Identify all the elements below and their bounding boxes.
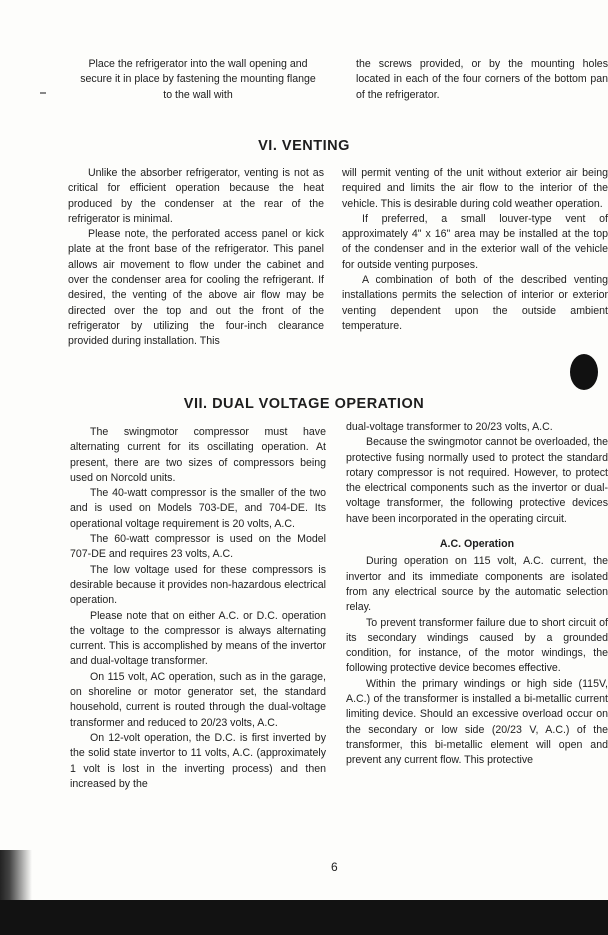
paragraph: On 12-volt operation, the D.C. is first inverted by the solid state invertor to 11 volts, A.C. (approximately 1 volt is lost in the inverting process) and then increased by the	[70, 731, 326, 790]
scan-bottom-border	[0, 900, 608, 935]
paragraph: Place the refrigerator into the wall opening and secure it in place by fastening the mounting flange to the wall with	[80, 58, 316, 101]
section-heading-dual-voltage: VII. DUAL VOLTAGE OPERATION	[183, 396, 425, 412]
paragraph: dual-voltage transformer to 20/23 volts, A.C.	[346, 421, 553, 433]
paragraph: Please note, the perforated access panel or kick plate at the front base of the refrigerator. This panel allows air movement to flow under the cabinet and over the condenser area for cooling the refrigerant. If desired, the venting of the above air flow may be directed over the top and out the front of the refrigerator by utilizing the four-inch clearance provided during installation. This	[68, 228, 324, 348]
intro-column-right	[356, 57, 608, 103]
paragraph: Please note that on either A.C. or D.C. operation the voltage to the compressor is always alternating current. This is accomplished by means of the invertor and dual-voltage transformer.	[70, 609, 326, 668]
dual-voltage-column-left	[70, 425, 326, 792]
venting-column-right	[342, 166, 608, 334]
paragraph: To prevent transformer failure due to short circuit of its secondary windings caused by a grounded condition, for instance, of the motor windings, the following protective device becomes effective.	[346, 616, 608, 675]
paragraph: A combination of both of the described venting installations permits the selection of interior or exterior venting dependent upon the outside ambient temperature.	[342, 274, 608, 332]
venting-column-left	[68, 166, 324, 350]
paragraph: Within the primary windings or high side (115V, A.C.) of the transformer is installed a bi-metallic current limiting device. Should an excessive overload occur on the secondary or low side (20/23 V, A.C.) of the transformer, this bi-metallic element will open and prevent any current flow. This protective	[346, 677, 608, 767]
paragraph: On 115 volt, AC operation, such as in the garage, on shoreline or motor generator set, the standard household, current is routed through the dual-voltage transformer and reduced to 20/23 volts, A.C.	[70, 670, 326, 729]
paragraph: the screws provided, or by the mounting holes located in each of the four corners of the bottom pan of the refrigerator.	[356, 58, 608, 101]
section-heading-venting: VI. VENTING	[258, 138, 350, 154]
scan-speck	[40, 92, 46, 94]
paragraph: Because the swingmotor cannot be overloaded, the protective fusing normally used to protect the standard rotary compressor is not required. However, to protect the electrical components such as the invertor or dual-voltage transformer, the following protective devices have been incorporated in the operating circuit.	[346, 436, 608, 525]
intro-column-left	[80, 57, 316, 103]
paragraph: Unlike the absorber refrigerator, venting is not as critical for efficient operation because the heat produced by the condenser at the rear of the refrigerator is minimal.	[68, 167, 324, 225]
page-number: 6	[331, 860, 338, 874]
dual-voltage-column-right	[346, 420, 608, 769]
paragraph: will permit venting of the unit without exterior air being required and limits the air flow to the interior of the vehicle. This is desirable during cold weather operation.	[342, 167, 608, 210]
subheading-ac-operation: A.C. Operation	[439, 538, 515, 551]
paragraph: If preferred, a small louver-type vent of approximately 4" x 16" area may be installed at the top of the condenser and in the exterior wall of the vehicle for outside venting purposes.	[342, 212, 608, 271]
paragraph: During operation on 115 volt, A.C. current, the invertor and its immediate components are isolated from any electrical source by the automatic selection relay.	[346, 555, 608, 614]
paragraph: The 60-watt compressor is used on the Model 707-DE and requires 23 volts, A.C.	[70, 533, 326, 561]
scan-blot	[570, 354, 598, 390]
paragraph: The 40-watt compressor is the smaller of the two and is used on Models 703-DE, and 704-DE. Its operational voltage requirement is 20 volts, A.C.	[70, 487, 326, 530]
paragraph: The low voltage used for these compressors is desirable because it provides non-hazardous electrical operation.	[70, 563, 326, 607]
paragraph: The swingmotor compressor must have alternating current for its oscillating operation. At present, there are two sizes of compressors being used on Norcold units.	[70, 426, 326, 484]
